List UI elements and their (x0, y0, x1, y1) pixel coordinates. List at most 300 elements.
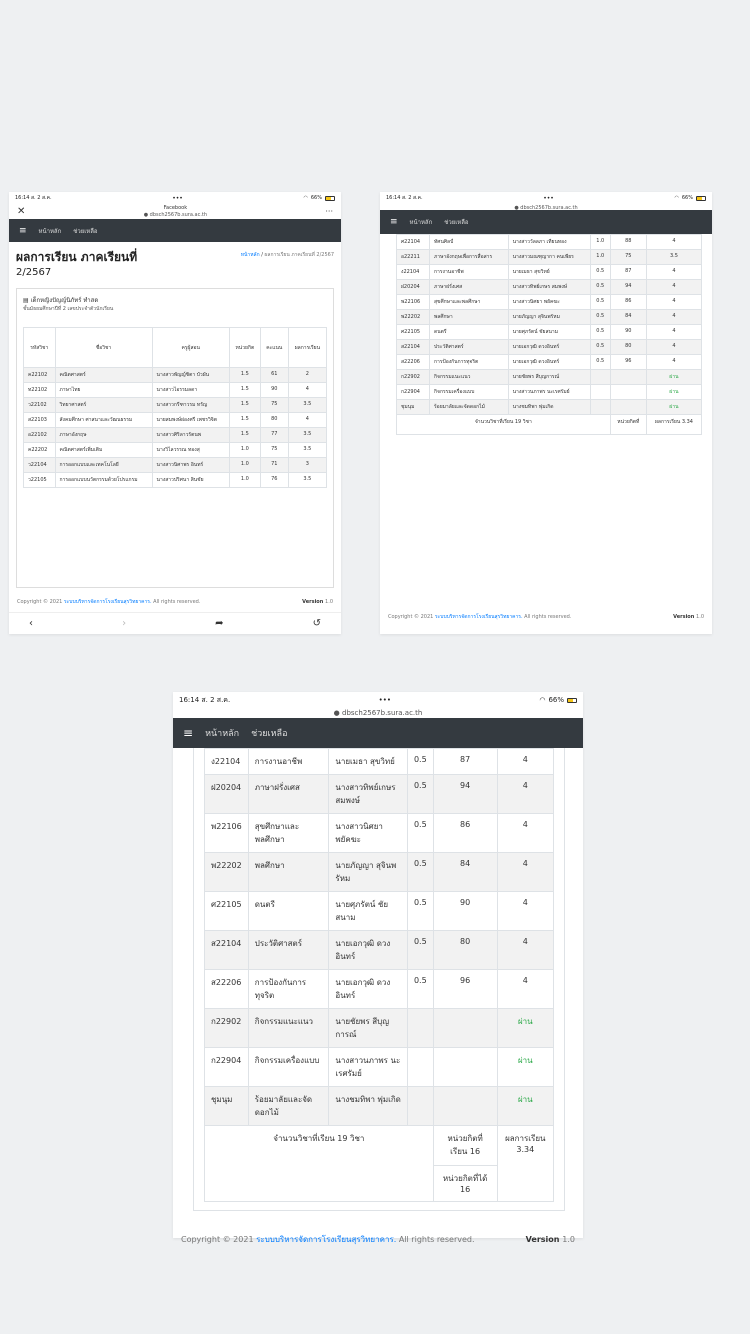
nav-home[interactable]: หน้าหลัก (38, 227, 62, 235)
nav-home[interactable]: หน้าหลัก (409, 219, 433, 226)
cell-subject: สุขศึกษาและพลศึกษา (430, 295, 509, 310)
cell-subject: คณิตศาสตร์เพิ่มเติม (55, 443, 152, 458)
column-header: ชื่อวิชา (55, 328, 152, 368)
cell-teacher: นางสาวนิศาพร อินทร์ (152, 458, 229, 473)
cell-code: ค22102 (24, 368, 56, 383)
url-bar[interactable] (144, 211, 207, 219)
table-row (205, 1048, 554, 1087)
cell-grade: 4 (497, 853, 553, 892)
cell-credit: 0.5 (590, 325, 610, 340)
cell-teacher: นายเอกวุฒิ ดวงอินทร์ (508, 355, 590, 370)
cell-score: 86 (610, 295, 646, 310)
cell-credit: 1.5 (229, 428, 260, 443)
footer-version: 1.0 (562, 1234, 575, 1244)
table-row (205, 749, 554, 775)
cell-credit (590, 400, 610, 415)
cell-code: ส22104 (205, 931, 249, 970)
cell-subject: กิจกรรมเครื่องแบบ (248, 1048, 329, 1087)
cell-score (433, 1087, 497, 1126)
table-row (397, 250, 702, 265)
cell-teacher: นายภัญญา สุจินพรัหม (508, 310, 590, 325)
table-row (397, 310, 702, 325)
cell-teacher: นางชมทิพา พุ่มเกิด (508, 400, 590, 415)
cell-grade: ผ่าน (497, 1009, 553, 1048)
cell-grade: 4 (646, 310, 701, 325)
footer-version-label: Version (525, 1234, 560, 1244)
footer (173, 1224, 583, 1254)
cell-grade: 4 (646, 280, 701, 295)
footer-link[interactable]: ระบบบริหารจัดการโรงเรียนสุรวิทยาคาร. (434, 614, 523, 620)
cell-score (610, 370, 646, 385)
back-icon[interactable]: ‹ (29, 618, 33, 629)
status-time: 16:14 ส. 2 ส.ค. (179, 695, 231, 704)
cell-credit (407, 1048, 433, 1087)
dots-icon: ••• (172, 194, 183, 202)
cell-subject: ร้อยมาลัยและจัดดอกไม้ (248, 1087, 329, 1126)
cell-subject: สุขศึกษาและพลศึกษา (248, 814, 329, 853)
footer-link[interactable]: ระบบบริหารจัดการโรงเรียนสุรวิทยาคาร. (63, 599, 152, 605)
dots-icon: ••• (543, 194, 554, 202)
student-name (23, 295, 327, 305)
cell-code: ก22904 (205, 1048, 249, 1087)
cell-code: ง22104 (205, 749, 249, 775)
cell-score (610, 385, 646, 400)
cell-score (610, 400, 646, 415)
table-row (205, 853, 554, 892)
cell-credit (590, 385, 610, 400)
cell-grade: 4 (497, 775, 553, 814)
footer-version: 1.0 (325, 599, 333, 605)
battery-icon (325, 196, 335, 201)
table-row (24, 473, 327, 488)
cell-score: 90 (433, 892, 497, 931)
cell-subject: การออกแบบและเทคโนโลยี (55, 458, 152, 473)
column-header: หน่วยกิต (229, 328, 260, 368)
cell-score: 80 (433, 931, 497, 970)
table-row (397, 295, 702, 310)
cell-code: ว22102 (24, 398, 56, 413)
battery-icon (567, 698, 577, 703)
cell-subject: พลศึกษา (430, 310, 509, 325)
cell-score: 87 (433, 749, 497, 775)
column-header: ผลการเรียน (288, 328, 326, 368)
cell-teacher: นางสาวไอรรมลดา (152, 383, 229, 398)
cell-teacher: นายสมพงษ์ผ่องศรี เพชรวิจิต (152, 413, 229, 428)
lock-icon: ● (514, 205, 519, 211)
cell-teacher: นายเมธา สุขวิทย์ (329, 749, 408, 775)
summary-credits: หน่วยกิตที่เรียน 16 (433, 1126, 497, 1166)
cell-grade: 4 (646, 325, 701, 340)
cell-teacher: นางสาววัลลภา เทียนทอง (508, 235, 590, 250)
status-time: 16:14 ส. 2 ส.ค. (15, 195, 52, 201)
more-icon[interactable]: ··· (325, 207, 333, 216)
cell-grade: 4 (497, 749, 553, 775)
battery-level: 66% (310, 195, 322, 201)
summary-credits: หน่วยกิตที่ (610, 415, 646, 435)
navbar (380, 210, 712, 234)
grades-table (204, 748, 554, 1202)
student-icon: ▤ (23, 297, 29, 304)
footer (380, 606, 712, 628)
cell-teacher: นางสาวศิริลาวรัตนพ (152, 428, 229, 443)
cell-grade: 4 (497, 892, 553, 931)
cell-grade: ผ่าน (497, 1048, 553, 1087)
footer-version-label: Version (302, 599, 324, 605)
table-row (397, 280, 702, 295)
cell-teacher: นางวิไลวรรณ ทองสุ (152, 443, 229, 458)
cell-code: ชุมนุม (397, 400, 430, 415)
grades-table (396, 234, 702, 435)
cell-teacher: นางสาวกรีฑาวรม ทรัญ (152, 398, 229, 413)
navbar (9, 219, 341, 242)
cell-subject: ดนตรี (248, 892, 329, 931)
cell-subject: สังคมศึกษา ศาสนาและวัฒนธรรม (55, 413, 152, 428)
footer-rights: All rights reserved. (398, 1234, 475, 1244)
cell-score: 94 (433, 775, 497, 814)
cell-grade: 3 (288, 458, 326, 473)
battery-level: 66% (548, 696, 564, 704)
cell-credit (590, 370, 610, 385)
cell-code: ง22104 (397, 265, 430, 280)
table-row (24, 443, 327, 458)
close-icon[interactable]: ✕ (17, 206, 26, 217)
cell-teacher: นางสาวนิศยา พยัคฆะ (329, 814, 408, 853)
cell-teacher: นางสาวมณฑุญากา คนเพียร (508, 250, 590, 265)
cell-grade: ผ่าน (497, 1087, 553, 1126)
cell-score: 84 (433, 853, 497, 892)
table-row (397, 235, 702, 250)
cell-subject: ภาษาฝรั่งเศส (430, 280, 509, 295)
share-icon[interactable]: ➦ (215, 618, 224, 629)
cell-grade: 4 (646, 295, 701, 310)
cell-credit: 1.0 (229, 443, 260, 458)
cell-teacher: นายเอกวุฒิ ดวงอินทร์ (329, 931, 408, 970)
cell-teacher: นายศุภรัตน์ ชัยสนาม (508, 325, 590, 340)
column-header: ครูผู้สอน (152, 328, 229, 368)
breadcrumb-current: ผลการเรียน ภาคเรียนที่ 2/2567 (264, 252, 334, 258)
cell-grade: 4 (646, 265, 701, 280)
battery-icon (696, 196, 706, 201)
cell-credit: 1.0 (229, 458, 260, 473)
cell-score: 90 (260, 383, 288, 398)
cell-credit: 0.5 (590, 340, 610, 355)
cell-subject: ทัศนศิลป์ (430, 235, 509, 250)
cell-credit: 1.0 (229, 473, 260, 488)
cell-score: 84 (610, 310, 646, 325)
page-title: ผลการเรียน ภาคเรียนที่ (16, 250, 138, 264)
cell-grade: 3.5 (288, 443, 326, 458)
status-bar (173, 692, 583, 708)
cell-subject: กิจกรรมแนะแนว (430, 370, 509, 385)
cell-credit: 0.5 (407, 931, 433, 970)
cell-code: พ22106 (397, 295, 430, 310)
footer-rights: All rights reserved. (524, 614, 572, 620)
footer (9, 595, 341, 609)
cell-teacher: นายเอกวุฒิ ดวงอินทร์ (329, 970, 408, 1009)
status-bar (9, 192, 341, 204)
nav-help[interactable]: ช่วยเหลือ (444, 219, 469, 226)
hamburger-menu-icon[interactable]: ≡ (19, 225, 27, 236)
screenshot-2 (380, 192, 712, 634)
cell-grade: 4 (497, 931, 553, 970)
forward-icon[interactable]: › (122, 618, 127, 629)
screenshot-1 (9, 192, 341, 634)
table-row (24, 398, 327, 413)
cell-subject: ภาษาอังกฤษ (55, 428, 152, 443)
cell-code: ส22206 (205, 970, 249, 1009)
cell-credit: 0.5 (407, 775, 433, 814)
cell-grade: ผ่าน (646, 400, 701, 415)
table-row (205, 1087, 554, 1126)
cell-credit: 0.5 (590, 265, 610, 280)
cell-teacher: นายชัยพร สีบุญการณ์ (329, 1009, 408, 1048)
table-row (205, 1009, 554, 1048)
cell-code: พ22202 (397, 310, 430, 325)
cell-teacher: นายชัยพร สีบุญการณ์ (508, 370, 590, 385)
screenshot-3 (173, 692, 583, 1244)
cell-credit: 0.5 (407, 853, 433, 892)
cell-subject: คณิตศาสตร์ (55, 368, 152, 383)
cell-code: ส22103 (24, 413, 56, 428)
cell-code: ศ22105 (397, 325, 430, 340)
cell-code: อ22102 (24, 428, 56, 443)
table-row (24, 383, 327, 398)
cell-credit: 0.5 (407, 892, 433, 931)
cell-score: 96 (610, 355, 646, 370)
cell-code: ศ22104 (397, 235, 430, 250)
cell-grade: 3.5 (288, 398, 326, 413)
footer-rights: All rights reserved. (153, 599, 201, 605)
breadcrumb: หน้าหลัก / ผลการเรียน ภาคเรียนที่ 2/2567 (240, 252, 334, 258)
cell-grade: 4 (646, 235, 701, 250)
cell-grade: 3.5 (288, 428, 326, 443)
cell-credit: 0.5 (407, 970, 433, 1009)
cell-credit: 0.5 (590, 355, 610, 370)
cell-credit (407, 1009, 433, 1048)
cell-credit: 0.5 (407, 749, 433, 775)
table-row (397, 370, 702, 385)
student-name-text: เด็กหญิงปัญญ์นิภัทร์ ทำสด (30, 297, 99, 304)
table-row (205, 775, 554, 814)
cell-code: ค22202 (24, 443, 56, 458)
table-row (24, 428, 327, 443)
cell-grade: 4 (646, 340, 701, 355)
cell-score: 71 (260, 458, 288, 473)
table-row (397, 400, 702, 415)
cell-code: พ22202 (205, 853, 249, 892)
cell-credit: 1.0 (590, 235, 610, 250)
cell-grade: 3.5 (646, 250, 701, 265)
cell-credit: 0.5 (590, 280, 610, 295)
cell-score: 87 (610, 265, 646, 280)
cell-grade: 4 (288, 383, 326, 398)
cell-grade: 4 (497, 814, 553, 853)
cell-credit: 0.5 (590, 310, 610, 325)
battery-level: 66% (681, 195, 693, 201)
summary-gpa: ผลการเรียน 3.34 (497, 1126, 553, 1202)
table-row (205, 931, 554, 970)
cell-grade: 2 (288, 368, 326, 383)
column-header: คะแนน (260, 328, 288, 368)
history-icon[interactable]: ↺ (312, 618, 321, 629)
hamburger-menu-icon[interactable]: ≡ (390, 217, 398, 227)
footer-link[interactable]: ระบบบริหารจัดการโรงเรียนสุรวิทยาคาร. (256, 1234, 397, 1244)
cell-credit: 1.5 (229, 383, 260, 398)
table-row (397, 385, 702, 400)
cell-grade: 3.5 (288, 473, 326, 488)
nav-home[interactable]: หน้าหลัก (205, 729, 240, 739)
cell-score: 80 (610, 340, 646, 355)
cell-teacher: นางชมทิพา พุ่มเกิด (329, 1087, 408, 1126)
status-bar (380, 192, 712, 204)
cell-credit: 0.5 (407, 814, 433, 853)
cell-score: 94 (610, 280, 646, 295)
wifi-icon: ◠ (303, 195, 308, 201)
cell-score: 75 (260, 398, 288, 413)
table-row (397, 265, 702, 280)
footer-copyright: Copyright © 2021 (181, 1234, 254, 1244)
nav-help[interactable]: ช่วยเหลือ (73, 227, 98, 235)
footer-copyright: Copyright © 2021 (17, 599, 63, 605)
cell-score: 76 (260, 473, 288, 488)
results-card (16, 288, 334, 588)
url-text: dbsch2567b.sura.ac.th (520, 205, 578, 211)
cell-credit: 1.5 (229, 413, 260, 428)
cell-subject: การงานอาชีพ (248, 749, 329, 775)
summary-count: จำนวนวิชาที่เรียน 19 วิชา (397, 415, 611, 435)
column-header: รหัสวิชา (24, 328, 56, 368)
cell-credit: 1.0 (590, 250, 610, 265)
table-row (397, 340, 702, 355)
cell-subject: การป้องกันการทุจริต (248, 970, 329, 1009)
browser-title: Facebook (163, 204, 188, 211)
cell-subject: ภาษาอังกฤษเพื่อการสื่อสาร (430, 250, 509, 265)
url-text: dbsch2567b.sura.ac.th (149, 211, 208, 218)
cell-score: 75 (610, 250, 646, 265)
cell-code: ก22904 (397, 385, 430, 400)
footer-copyright: Copyright © 2021 (388, 614, 434, 620)
table-row (397, 355, 702, 370)
table-row (24, 458, 327, 473)
hamburger-menu-icon[interactable]: ≡ (183, 726, 194, 740)
cell-score: 75 (260, 443, 288, 458)
cell-teacher: นางสาวปริศนา สินชัย (152, 473, 229, 488)
cell-code: ก22902 (205, 1009, 249, 1048)
nav-help[interactable]: ช่วยเหลือ (251, 729, 288, 739)
cell-subject: พลศึกษา (248, 853, 329, 892)
cell-teacher: นายเอกวุฒิ ดวงอินทร์ (508, 340, 590, 355)
summary-count: จำนวนวิชาที่เรียน 19 วิชา (205, 1126, 434, 1202)
url-text: dbsch2567b.sura.ac.th (342, 709, 423, 717)
cell-grade: 4 (497, 970, 553, 1009)
wifi-icon: ◠ (674, 195, 679, 201)
table-row (205, 970, 554, 1009)
footer-version-label: Version (673, 614, 695, 620)
student-sub: ชั้นมัธยมศึกษาปีที่ 2 เลขประจำตัวนักเรียน (23, 306, 114, 312)
wifi-icon: ◠ (539, 696, 546, 704)
cell-subject: การป้องกันการทุจริต (430, 355, 509, 370)
cell-grade: 4 (646, 355, 701, 370)
table-row (24, 368, 327, 383)
grades-table (23, 327, 327, 488)
cell-credit: 1.5 (229, 368, 260, 383)
cell-code: ว22105 (24, 473, 56, 488)
cell-score: 77 (260, 428, 288, 443)
cell-subject: การออกแบบนวัตกรรมด้วยโปรแกรม (55, 473, 152, 488)
cell-credit: 0.5 (590, 295, 610, 310)
cell-subject: กิจกรรมแนะแนว (248, 1009, 329, 1048)
cell-grade: ผ่าน (646, 370, 701, 385)
cell-score: 90 (610, 325, 646, 340)
table-row (205, 814, 554, 853)
cell-code: ศ22105 (205, 892, 249, 931)
cell-code: อ22211 (397, 250, 430, 265)
cell-code: ว22104 (24, 458, 56, 473)
cell-credit: 1.5 (229, 398, 260, 413)
cell-code: ก22902 (397, 370, 430, 385)
cell-grade: 4 (288, 413, 326, 428)
cell-teacher: นายเมธา สุขวิทย์ (508, 265, 590, 280)
cell-subject: วิทยาศาสตร์ (55, 398, 152, 413)
footer-version: 1.0 (696, 614, 704, 620)
cell-code: พ22106 (205, 814, 249, 853)
cell-subject: ร้อยมาลัยและจัดดอกไม้ (430, 400, 509, 415)
cell-teacher: นางสาวทิพย์เกษร สมพงษ์ (329, 775, 408, 814)
cell-code: ส22104 (397, 340, 430, 355)
status-time: 16:14 ส. 2 ส.ค. (386, 195, 423, 201)
cell-code: ฝ20204 (397, 280, 430, 295)
cell-subject: กิจกรรมเครื่องแบบ (430, 385, 509, 400)
cell-grade: ผ่าน (646, 385, 701, 400)
lock-icon: ● (143, 211, 149, 218)
cell-teacher: นางสาวนิศยา พยัคฆะ (508, 295, 590, 310)
browser-toolbar (9, 612, 341, 634)
table-row (24, 413, 327, 428)
cell-score: 96 (433, 970, 497, 1009)
cell-subject: การงานอาชีพ (430, 265, 509, 280)
cell-teacher: นางสาวพัญญ์ชิตา บัวผัน (152, 368, 229, 383)
cell-subject: ประวัติศาสตร์ (248, 931, 329, 970)
summary-gpa: ผลการเรียน 3.34 (646, 415, 701, 435)
dots-icon: ••• (378, 696, 391, 704)
cell-subject: ดนตรี (430, 325, 509, 340)
table-row (397, 325, 702, 340)
table-row (205, 892, 554, 931)
cell-subject: ภาษาไทย (55, 383, 152, 398)
cell-teacher: นายภัญญา สุจินพรัหม (329, 853, 408, 892)
cell-subject: ประวัติศาสตร์ (430, 340, 509, 355)
cell-score: 88 (610, 235, 646, 250)
cell-code: ฝ20204 (205, 775, 249, 814)
cell-score: 80 (260, 413, 288, 428)
cell-credit (407, 1087, 433, 1126)
breadcrumb-home[interactable]: หน้าหลัก (240, 252, 260, 258)
cell-subject: ภาษาฝรั่งเศส (248, 775, 329, 814)
cell-code: ชุมนุม (205, 1087, 249, 1126)
summary-credits-earned: หน่วยกิตที่ได้ 16 (433, 1166, 497, 1202)
url-bar[interactable] (173, 708, 583, 718)
cell-teacher: นายศุภรัตน์ ชัยสนาม (329, 892, 408, 931)
cell-score (433, 1048, 497, 1087)
cell-code: ท22102 (24, 383, 56, 398)
cell-code: ส22206 (397, 355, 430, 370)
navbar (173, 718, 583, 748)
cell-teacher: นางสาวทิพย์เกษร สมพงษ์ (508, 280, 590, 295)
cell-score: 86 (433, 814, 497, 853)
cell-teacher: นางสาวนภาพร นะเรศรัมย์ (508, 385, 590, 400)
page-title-term: 2/2567 (16, 267, 52, 278)
cell-score: 61 (260, 368, 288, 383)
